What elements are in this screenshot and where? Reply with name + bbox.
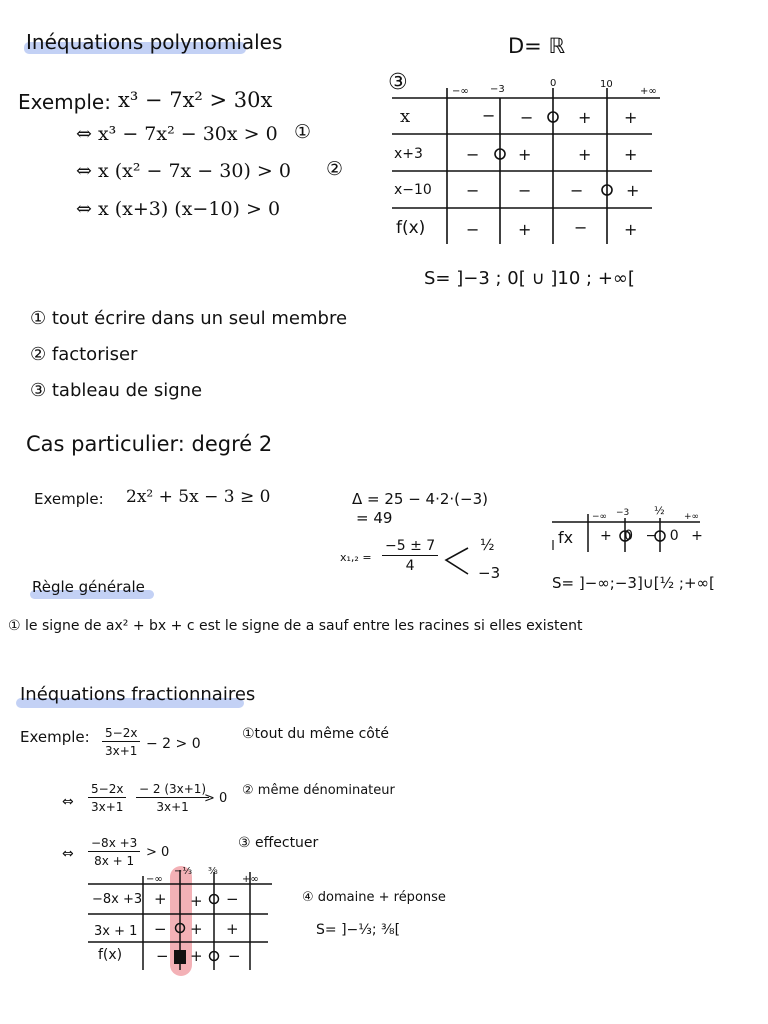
inequality-line-3: ⇔ x (x² − 7x − 30) > 0 <box>76 160 291 182</box>
table3-header-neg-third: −⅓ <box>174 866 193 877</box>
delta-line-1: Δ = 25 − 4·2·(−3) <box>352 490 488 508</box>
inequality-line-2: ⇔ x³ − 7x² − 30x > 0 <box>76 123 278 145</box>
table1-cell: + <box>578 145 592 164</box>
table3-cell: + <box>226 920 239 938</box>
table1-cell: + <box>578 108 592 127</box>
equiv-arrow-2: ⇔ <box>62 846 74 862</box>
line2-denominator-2: 3x+1 <box>156 800 189 814</box>
mini-header-minf: −∞ <box>592 512 608 522</box>
roots-denominator: 4 <box>405 558 415 574</box>
domain-label: D= ℝ <box>508 34 566 58</box>
table1-header-pinf: +∞ <box>640 86 657 97</box>
table1-cell: − <box>570 181 584 200</box>
delta-line-2: = 49 <box>356 509 393 527</box>
rule-text: ① le signe de ax² + bx + c est le signe de a sauf entre les racines si elles existent <box>8 618 583 634</box>
table1-row-label-xm10: x−10 <box>394 182 432 198</box>
step-1: ① tout écrire dans un seul membre <box>30 308 348 329</box>
section-title-fractional: Inéquations fractionnaires <box>20 684 256 705</box>
table3-cell: + <box>190 892 203 910</box>
table1-cell: + <box>624 108 638 127</box>
example3-rest: − 2 > 0 <box>146 736 201 752</box>
inequality-line-1: x³ − 7x² > 30x <box>118 88 273 112</box>
example3-denominator: 3x+1 <box>105 744 138 758</box>
line2-numerator-2: − 2 (3x+1) <box>136 782 209 798</box>
line3-denominator: 8x + 1 <box>94 854 135 868</box>
table1-cell: + <box>518 220 532 239</box>
line2-denominator-1: 3x+1 <box>91 800 124 814</box>
mini-row-signs: + 0 − 0 + <box>600 528 707 544</box>
equiv-arrow-1: ⇔ <box>62 794 74 810</box>
example3-label: Exemple: <box>20 728 90 746</box>
line3-rest: > 0 <box>146 845 170 860</box>
table3-row-label-den: 3x + 1 <box>94 924 138 939</box>
mini-header-pinf: +∞ <box>684 512 700 522</box>
roots-numerator: −5 ± 7 <box>382 538 438 556</box>
table1-header-10: 10 <box>600 79 613 90</box>
table3-cell: + <box>190 947 203 965</box>
line2-rest: > 0 <box>204 791 228 806</box>
table3-cell: − <box>154 920 167 938</box>
step3-3: ③ effectuer <box>238 835 319 851</box>
mini-header-neg3: −3 <box>616 508 630 518</box>
mini-row-label: fx <box>558 528 574 547</box>
table3-row-label-num: −8x +3 <box>92 892 143 907</box>
line3-numerator: −8x +3 <box>88 836 140 852</box>
rule-title: Règle générale <box>32 578 145 596</box>
table3-cell: − <box>228 947 241 965</box>
roots-lhs: x₁,₂ = <box>340 551 372 564</box>
table1-cell: + <box>624 145 638 164</box>
table1-cell: − <box>466 220 480 239</box>
step3-4: ④ domaine + réponse <box>302 890 446 905</box>
table1-row-label-x: x <box>400 106 411 127</box>
mini-header-half: ½ <box>654 504 665 517</box>
table1-cell: − <box>518 181 532 200</box>
table3-cell: − <box>226 890 239 908</box>
line2-numerator-1: 5−2x <box>88 782 126 798</box>
example-label: Exemple: <box>18 90 111 114</box>
table1-cell: − <box>466 181 480 200</box>
step-2: ② factoriser <box>30 344 138 365</box>
table1-cell: + <box>624 220 638 239</box>
table3-cell: + <box>154 890 167 908</box>
table1-cell: + <box>518 145 532 164</box>
step-mark-3: ③ <box>388 70 408 95</box>
table1-cell: − <box>482 106 496 125</box>
table1-cell: − <box>466 145 480 164</box>
section-title-polynomial: Inéquations polynomiales <box>26 30 283 54</box>
inequality-line-4: ⇔ x (x+3) (x−10) > 0 <box>76 198 281 220</box>
table3-cell: − <box>156 947 169 965</box>
root-2: −3 <box>478 564 501 582</box>
solution-3: S= ]−⅓; ⅜[ <box>316 922 401 938</box>
example3-numerator: 5−2x <box>102 726 140 742</box>
table3-row-label-fx: f(x) <box>98 947 123 963</box>
table3-header-three-eighths: ⅜ <box>208 866 218 877</box>
table1-header-neg3: −3 <box>490 84 505 95</box>
table1-header-0: 0 <box>550 78 557 89</box>
step-3: ③ tableau de signe <box>30 380 203 401</box>
step-mark-1: ① <box>294 121 312 143</box>
table1-header-minf: −∞ <box>452 86 469 97</box>
table3-header-minf: −∞ <box>146 874 163 885</box>
solution-2: S= ]−∞;−3]∪[½ ;+∞[ <box>552 574 715 592</box>
step3-2: ② même dénominateur <box>242 783 395 798</box>
root-1: ½ <box>480 536 495 554</box>
step3-1: ①tout du même côté <box>242 726 389 742</box>
table3-header-pinf: +∞ <box>242 874 259 885</box>
example2-label: Exemple: <box>34 490 104 508</box>
table1-cell: − <box>574 218 588 237</box>
table3-cell: + <box>190 920 203 938</box>
example2-inequality: 2x² + 5x − 3 ≥ 0 <box>126 487 271 507</box>
table1-cell: + <box>626 181 640 200</box>
solution-1: S= ]−3 ; 0[ ∪ ]10 ; +∞[ <box>424 268 635 289</box>
section-title-degree2: Cas particulier: degré 2 <box>26 432 273 456</box>
table1-row-label-xp3: x+3 <box>394 146 423 162</box>
table1-row-label-fx: f(x) <box>396 218 426 238</box>
table1-cell: − <box>520 108 534 127</box>
step-mark-2: ② <box>326 158 344 180</box>
